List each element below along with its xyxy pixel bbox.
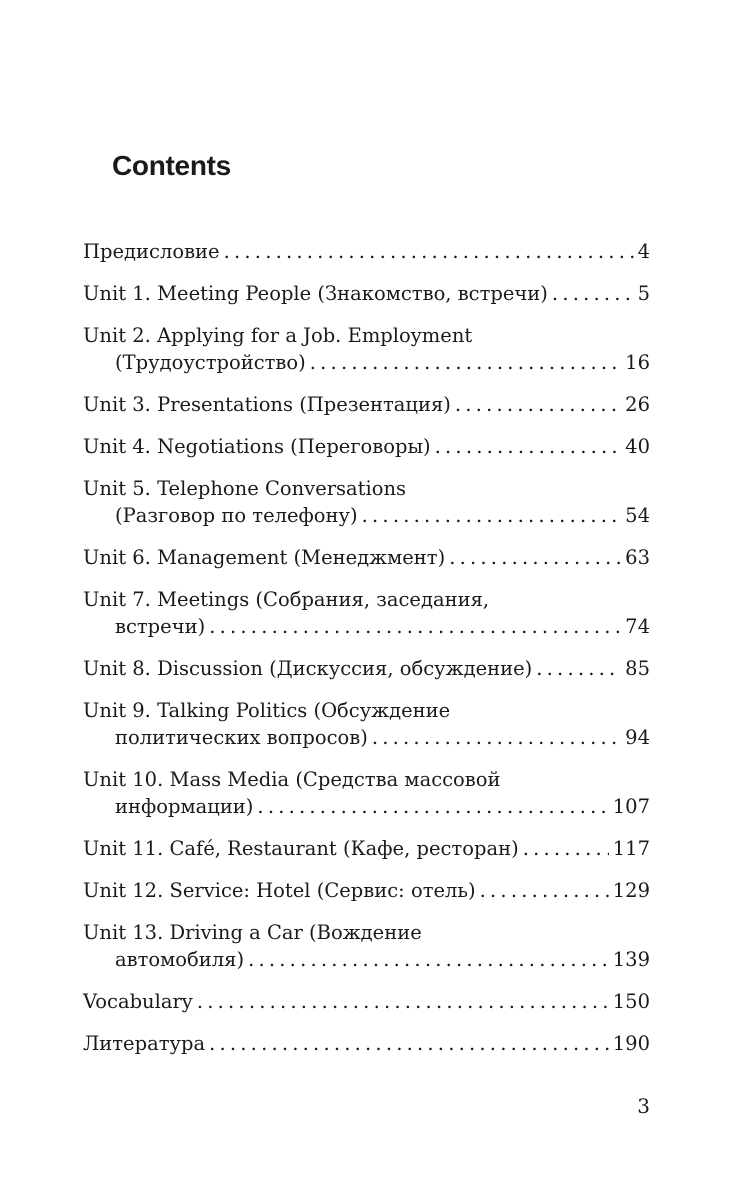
toc-entry-text: автомобиля) (115, 948, 245, 971)
toc-entry-title (83, 280, 650, 307)
toc-entry-text: Unit 8. Discussion (Дискуссия, обсуждение) (83, 657, 533, 680)
dot-leader (455, 391, 621, 418)
dot-leader (552, 280, 634, 307)
toc-entry-title-continuation (83, 724, 650, 751)
dot-leader (480, 877, 609, 904)
toc-entry-page: 5 (637, 282, 650, 305)
toc-entry (83, 391, 650, 418)
toc-entry-title (83, 697, 650, 724)
toc-entry (83, 475, 650, 529)
toc-entry-title-continuation (83, 502, 650, 529)
toc-entry-title (83, 544, 650, 571)
toc-entry-text: Vocabulary (83, 990, 193, 1013)
toc-entry-text: Unit 5. Telephone Conversations (83, 477, 407, 500)
toc-entry-title (83, 1030, 650, 1057)
toc-entry-title (83, 391, 650, 418)
toc-entry (83, 322, 650, 376)
toc-entry-title-continuation (83, 946, 650, 973)
toc-entry-text: Unit 9. Talking Politics (Обсуждение (83, 699, 451, 722)
dot-leader (257, 793, 608, 820)
toc-entry-text: Unit 12. Service: Hotel (Сервис: отель) (83, 879, 476, 902)
toc-entry-page: 150 (612, 990, 650, 1013)
toc-entry-title (83, 322, 650, 349)
toc-entry-page: 16 (625, 351, 650, 374)
toc-entry-page: 139 (612, 948, 650, 971)
toc-entry (83, 655, 650, 682)
toc-entry-text: Unit 7. Meetings (Собрания, заседания, (83, 588, 490, 611)
toc-entry (83, 586, 650, 640)
toc-entry-title (83, 238, 650, 265)
toc-entry-text: Unit 1. Meeting People (Знакомство, встречи) (83, 282, 548, 305)
toc-entry-title (83, 988, 650, 1015)
toc-entry (83, 877, 650, 904)
dot-leader (197, 988, 609, 1015)
page-number: 3 (637, 1094, 650, 1118)
toc-entry-page: 26 (625, 393, 650, 416)
dot-leader (310, 349, 621, 376)
dot-leader (224, 238, 634, 265)
toc-entry-text: Unit 3. Presentations (Презентация) (83, 393, 451, 416)
toc-entry-title (83, 835, 650, 862)
dot-leader (209, 1030, 609, 1057)
toc-entry-text: встречи) (115, 615, 206, 638)
toc-entry-title-continuation (83, 793, 650, 820)
toc-entry (83, 835, 650, 862)
toc-entry-text: Предисловие (83, 240, 220, 263)
toc-entry (83, 919, 650, 973)
toc-entry (83, 433, 650, 460)
toc-entry-title (83, 586, 650, 613)
toc-entry-title (83, 475, 650, 502)
toc-entry-title (83, 433, 650, 460)
dot-leader (536, 655, 621, 682)
toc-entry-page: 94 (625, 726, 650, 749)
toc-entry-text: (Разговор по телефону) (115, 504, 358, 527)
toc-entry-title (83, 766, 650, 793)
toc-entry-text: Литература (83, 1032, 206, 1055)
toc-entry-page: 74 (625, 615, 650, 638)
toc-entry-page: 117 (612, 837, 650, 860)
toc-entry (83, 1030, 650, 1057)
toc-entry-text: Unit 4. Negotiations (Переговоры) (83, 435, 431, 458)
toc-entry-text: Unit 2. Applying for a Job. Employment (83, 324, 473, 347)
toc-entry-text: информации) (115, 795, 254, 818)
toc-entry (83, 280, 650, 307)
toc-entry-page: 40 (625, 435, 650, 458)
toc-entry-title-continuation (83, 613, 650, 640)
toc-entry-page: 63 (625, 546, 650, 569)
toc-entry-page: 190 (612, 1032, 650, 1055)
toc-entry-text: политических вопросов) (115, 726, 368, 749)
dot-leader (248, 946, 609, 973)
dot-leader (362, 502, 622, 529)
dot-leader (209, 613, 621, 640)
toc-entry-page: 85 (625, 657, 650, 680)
dot-leader (435, 433, 622, 460)
toc-entry-text: (Трудоустройство) (115, 351, 306, 374)
toc-entry (83, 697, 650, 751)
toc-entry-text: Unit 10. Mass Media (Средства массовой (83, 768, 501, 791)
table-of-contents (83, 238, 650, 1072)
toc-entry-page: 107 (612, 795, 650, 818)
dot-leader (523, 835, 609, 862)
toc-entry (83, 766, 650, 820)
toc-entry (83, 238, 650, 265)
toc-entry-text: Unit 11. Café, Restaurant (Кафе, ресторан) (83, 837, 519, 860)
toc-entry-title (83, 655, 650, 682)
toc-entry (83, 544, 650, 571)
toc-entry-text: Unit 6. Management (Менеджмент) (83, 546, 446, 569)
dot-leader (449, 544, 621, 571)
toc-entry-page: 4 (637, 240, 650, 263)
toc-entry-title (83, 919, 650, 946)
toc-entry-title-continuation (83, 349, 650, 376)
toc-entry-page: 129 (612, 879, 650, 902)
dot-leader (372, 724, 621, 751)
page-title: Contents (112, 150, 231, 181)
toc-entry-page: 54 (625, 504, 650, 527)
toc-entry (83, 988, 650, 1015)
toc-entry-title (83, 877, 650, 904)
toc-entry-text: Unit 13. Driving a Car (Вождение (83, 921, 422, 944)
